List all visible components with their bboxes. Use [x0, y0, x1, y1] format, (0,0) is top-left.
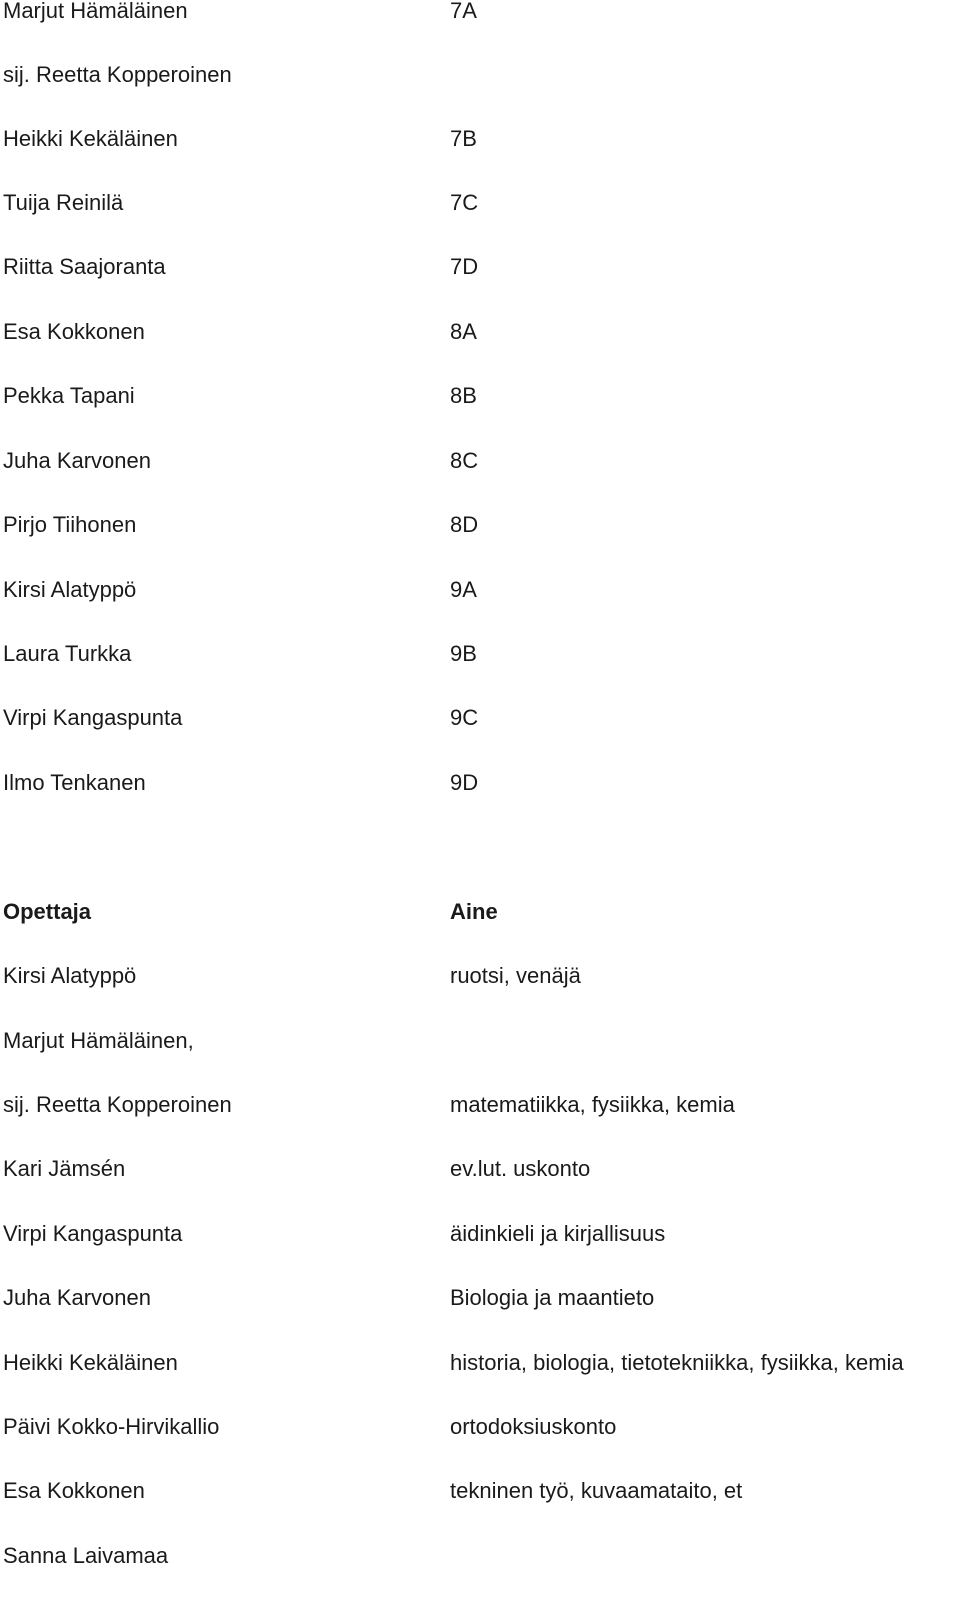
class-row-teacher: Pekka Tapani — [3, 383, 135, 408]
subject-row-subject: matematiikka, fysiikka, kemia — [450, 1092, 735, 1117]
class-row-teacher: Juha Karvonen — [3, 448, 151, 473]
class-row-teacher: Laura Turkka — [3, 641, 132, 666]
class-row-class: 9C — [450, 705, 479, 730]
subject-row-teacher: Sanna Laivamaa — [3, 1543, 169, 1568]
class-row-class: 7B — [450, 126, 477, 151]
class-row-teacher: Kirsi Alatyppö — [3, 577, 137, 602]
subject-row-teacher: Marjut Hämäläinen, — [3, 1028, 194, 1053]
subject-row-teacher: sij. Reetta Kopperoinen — [3, 1092, 232, 1117]
class-row-class: 9D — [450, 770, 479, 795]
class-row-teacher: Tuija Reinilä — [3, 190, 124, 215]
class-row-class: 7C — [450, 190, 479, 215]
subject-row-subject: historia, biologia, tietotekniikka, fysiikka, kemia — [450, 1350, 904, 1375]
class-row-teacher: Ilmo Tenkanen — [3, 770, 146, 795]
class-row-class: 9B — [450, 641, 477, 666]
class-row-teacher: Esa Kokkonen — [3, 319, 145, 344]
class-row-class: 8D — [450, 512, 479, 537]
class-row-teacher: Riitta Saajoranta — [3, 254, 166, 279]
class-row-teacher: sij. Reetta Kopperoinen — [3, 62, 232, 87]
subject-row-teacher: Kari Jämsén — [3, 1156, 126, 1181]
class-row-class: 7A — [450, 0, 477, 23]
subject-row-teacher: Virpi Kangaspunta — [3, 1221, 183, 1246]
subject-row-teacher: Kirsi Alatyppö — [3, 963, 137, 988]
class-row-class: 8B — [450, 383, 477, 408]
class-row-teacher: Pirjo Tiihonen — [3, 512, 137, 537]
subject-row-teacher: Esa Kokkonen — [3, 1478, 145, 1503]
class-row-teacher: Virpi Kangaspunta — [3, 705, 183, 730]
class-row-class: 8C — [450, 448, 479, 473]
subject-row-teacher: Heikki Kekäläinen — [3, 1350, 178, 1375]
subject-row-subject: ortodoksiuskonto — [450, 1414, 617, 1439]
header-subject: Aine — [450, 899, 498, 924]
class-row-teacher: Marjut Hämäläinen — [3, 0, 188, 23]
class-row-class: 8A — [450, 319, 477, 344]
class-row-class: 7D — [450, 254, 479, 279]
subject-row-subject: tekninen työ, kuvaamataito, et — [450, 1478, 743, 1503]
class-row-class: 9A — [450, 577, 477, 602]
subject-row-subject: ruotsi, venäjä — [450, 963, 581, 988]
subject-row-teacher: Päivi Kokko-Hirvikallio — [3, 1414, 220, 1439]
class-row-teacher: Heikki Kekäläinen — [3, 126, 178, 151]
subject-row-teacher: Juha Karvonen — [3, 1285, 151, 1310]
header-teacher: Opettaja — [3, 899, 92, 924]
subject-row-subject: Biologia ja maantieto — [450, 1285, 655, 1310]
subject-row-subject: ev.lut. uskonto — [450, 1156, 591, 1181]
subject-row-subject: äidinkieli ja kirjallisuus — [450, 1221, 666, 1246]
